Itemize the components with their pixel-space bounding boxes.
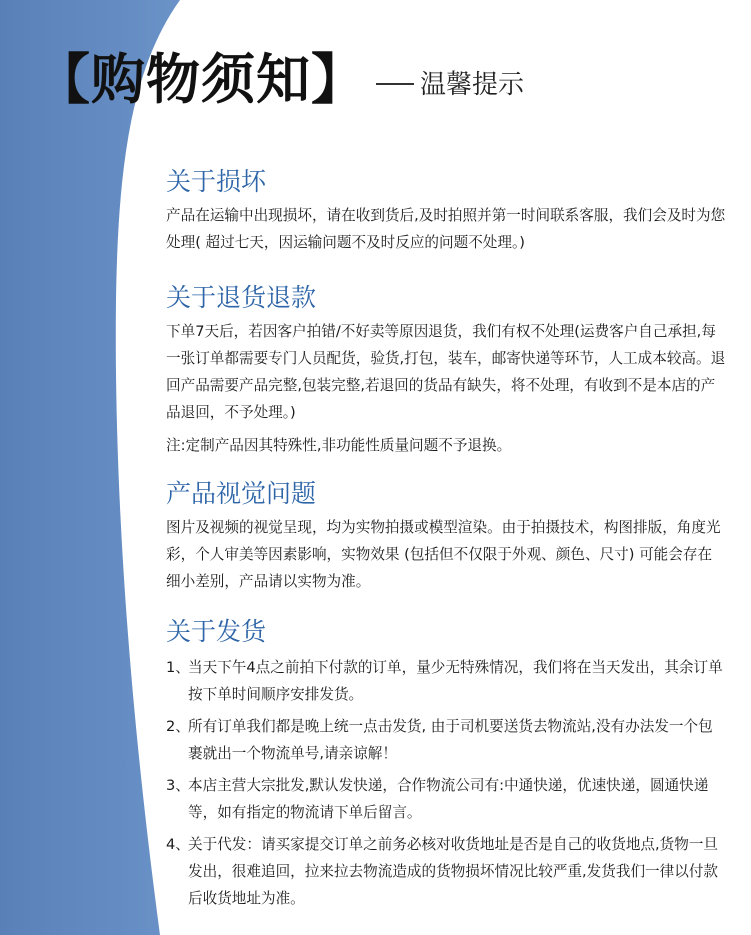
section-title: 关于发货 (166, 617, 267, 646)
section-note: 注:定制产品因其特殊性,非功能性质量问题不予退换。 (166, 437, 512, 454)
section-paragraph: 图片及视频的视觉呈现，均为实物拍摄或模型渲染。由于拍摄技术，构图排版，角度光彩，个人审美等因素影响，实物效果 (包括但不仅限于外观、颜色、尺寸) 可能会存在细小差别，产品请以实物为准。 (166, 519, 721, 590)
section-returns (166, 282, 726, 459)
header (36, 48, 524, 112)
list-item (166, 772, 726, 826)
section-title: 产品视觉问题 (166, 479, 317, 508)
list-item-text: 所有订单我们都是晚上统一点击发货, 由于司机要送货去物流站,没有办法发一个包裹就出一个物流单号,请亲谅解！ (188, 718, 713, 762)
title-dash-line (376, 83, 414, 85)
list-item-number: 1、 (166, 659, 190, 676)
list-item-number: 2、 (166, 718, 190, 735)
list-item-number: 4、 (166, 836, 190, 853)
list-item-text: 当天下午4点之前拍下付款的订单，量少无特殊情况，我们将在当天发出，其余订单按下单时间顺序安排发货。 (188, 659, 723, 703)
list-item-number: 3、 (166, 777, 190, 794)
section-title: 关于退货退款 (166, 283, 317, 312)
page-title: 【购物须知】 (36, 48, 366, 111)
section-paragraph: 产品在运输中出现损坏，请在收到货后,及时拍照并第一时间联系客服，我们会及时为您处理( 超过七天，因运输问题不及时反应的问题不处理。) (166, 207, 726, 251)
section-title: 关于损坏 (166, 167, 267, 196)
section-visual (166, 478, 726, 595)
list-item (166, 654, 726, 708)
list-item-text: 关于代发：请买家提交订单之前务必核对收货地址是否是自己的收货地点,货物一旦发出，很难追回，拉来拉去物流造成的货物损坏情况比较严重,发货我们一律以付款后收货地址为准。 (188, 836, 719, 907)
list-item (166, 831, 726, 912)
section-paragraph: 下单7天后，若因客户拍错/不好卖等原因退货，我们有权不处理(运费客户自己承担,每一张订单都需要专门人员配货，验货,打包，装车，邮寄快递等环节，人工成本较高。退回产品需要产品完整,包装完整,若退回的货品有缺失，将不处理，有收到不是本店的产品退回，不予处理。) (166, 323, 726, 421)
page-subtitle: 温馨提示 (420, 70, 525, 100)
shipping-list (166, 654, 726, 912)
list-item-text: 本店主营大宗批发,默认发快递，合作物流公司有:中通快递，优速快递，圆通快递等，如有指定的物流请下单后留言。 (188, 777, 709, 821)
list-item (166, 713, 726, 767)
section-shipping (166, 616, 726, 917)
section-damage (166, 166, 726, 256)
